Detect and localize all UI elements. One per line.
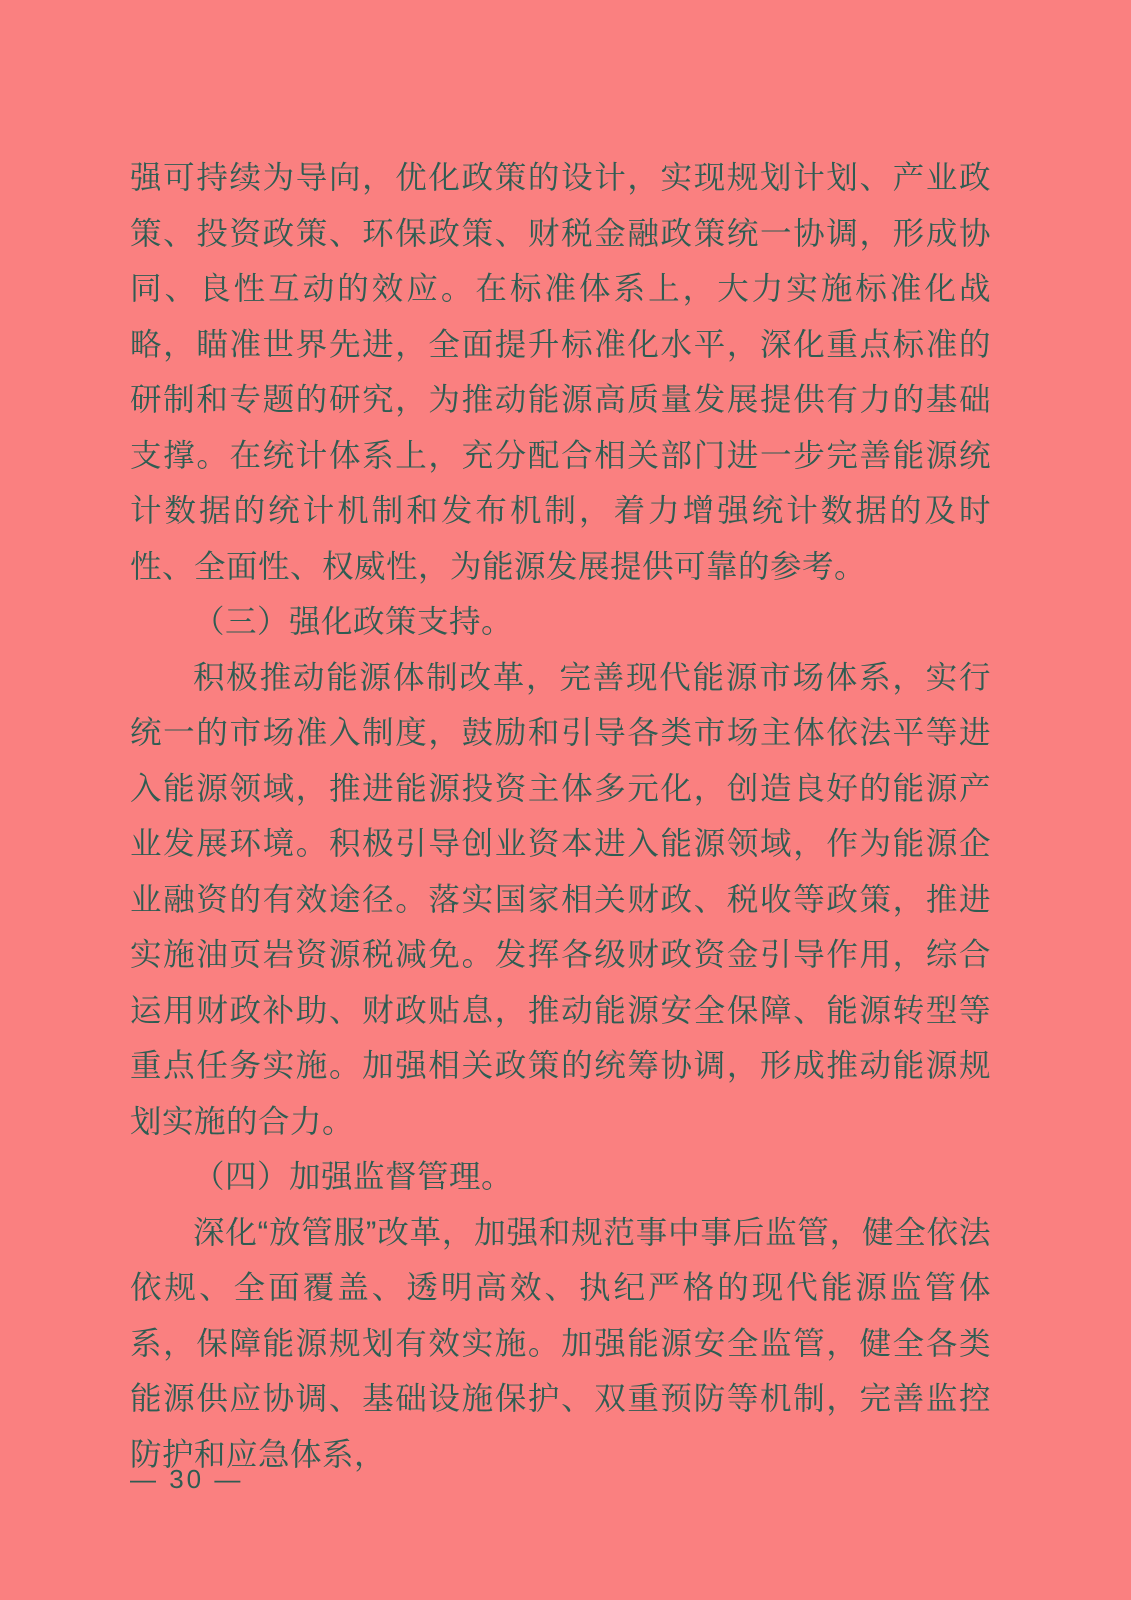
page-number: — 30 — — [130, 1464, 244, 1494]
paragraph-policy-support: 积极推动能源体制改革，完善现代能源市场体系，实行统一的市场准入制度，鼓励和引导各类市场主体依法平等进入能源领域，推进能源投资主体多元化，创造良好的能源产业发展环境。积极引导创业资本进入能源领域，作为能源企业融资的有效途径。落实国家相关财政、税收等政策，推进实施油页岩资源税减免。发挥各级财政资金引导作用，综合运用财政补助、财政贴息，推动能源安全保障、能源转型等重点任务实施。加强相关政策的统筹协调，形成推动能源规划实施的合力。 — [130, 658, 991, 1139]
paragraph-continued: 强可持续为导向，优化政策的设计，实现规划计划、产业政策、投资政策、环保政策、财税金融政策统一协调，形成协同、良性互动的效应。在标准体系上，大力实施标准化战略，瞄准世界先进，全面提升标准化水平，深化重点标准的研制和专题的研究，为推动能源高质量发展提供有力的基础支撑。在统计体系上，充分配合相关部门进一步完善能源统计数据的统计机制和发布机制，着力增强统计数据的及时性、全面性、权威性，为能源发展提供可靠的参考。 — [130, 159, 991, 584]
document-body — [130, 150, 991, 1482]
section-heading-three: （三）强化政策支持。 — [193, 603, 514, 639]
section-heading-four: （四）加强监督管理。 — [193, 1158, 514, 1194]
paragraph-supervision: 深化“放管服”改革，加强和规范事中事后监管，健全依法依规、全面覆盖、透明高效、执纪严格的现代能源监管体系，保障能源规划有效实施。加强能源安全监管，健全各类能源供应协调、基础设施保护、双重预防等机制，完善监控防护和应急体系， — [130, 1213, 991, 1472]
